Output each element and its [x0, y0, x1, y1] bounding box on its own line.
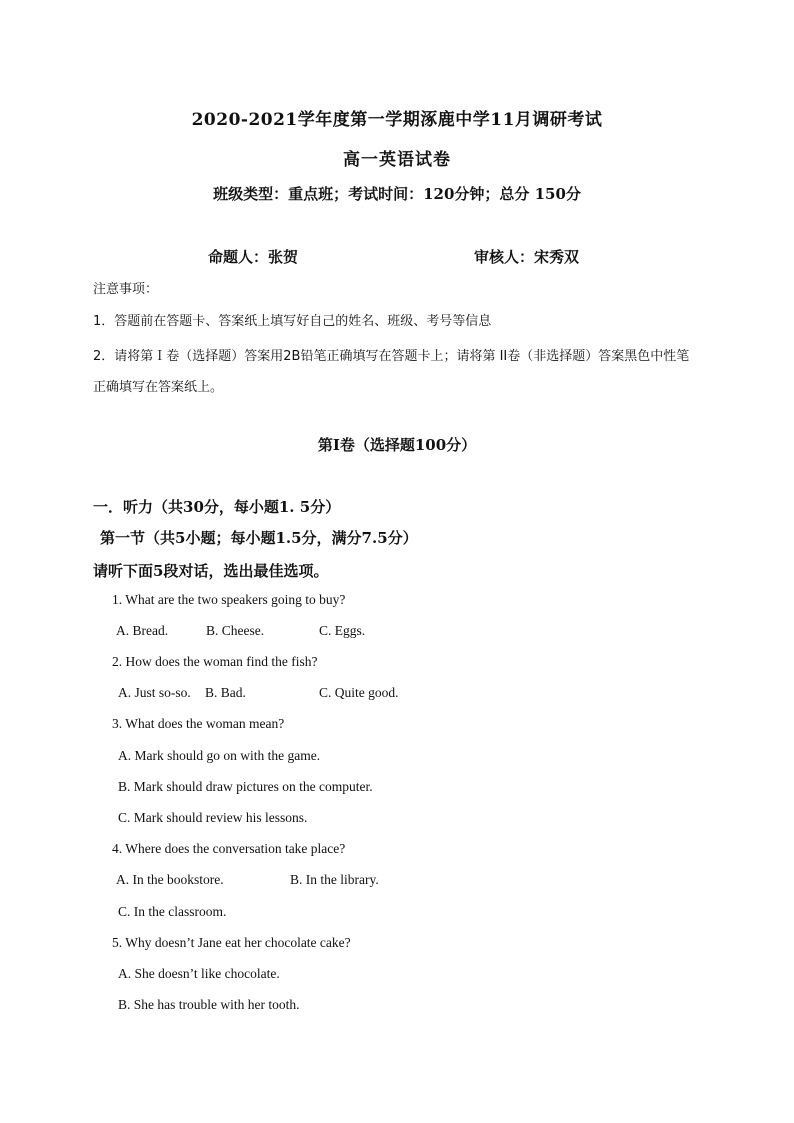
question-option: C. In the classroom. — [118, 904, 227, 919]
question-stem: 2. How does the woman find the fish? — [112, 654, 318, 669]
question-option: A. She doesn’t like chocolate. — [118, 966, 280, 981]
exam-subtitle: 高一英语试卷 — [343, 150, 451, 170]
volume-title: 第Ⅰ卷（选择题100分） — [317, 436, 477, 454]
question-option: C. Mark should review his lessons. — [118, 810, 308, 825]
question-stem: 5. Why doesn’t Jane eat her chocolate cake? — [112, 935, 351, 950]
section-title: 一．听力（共30分，每小题1. 5分） — [93, 498, 341, 516]
note-item: 2．请将第Ｉ卷（选择题）答案用2B铅笔正确填写在答题卡上；请将第 II卷（非选择题）答案黑色中性笔正确填写在答案纸上。 — [93, 349, 690, 395]
section-instruction: 请听下面5段对话，选出最佳选项。 — [93, 562, 329, 580]
note-item: 1．答题前在答题卡、答案纸上填写好自己的姓名、班级、考号等信息 — [93, 314, 492, 329]
question-option: B. Mark should draw pictures on the computer. — [118, 779, 373, 794]
question-option: C. Quite good. — [319, 685, 399, 700]
class-info: 班级类型：重点班；考试时间：120分钟；总分 150分 — [213, 185, 581, 203]
question-stem: 3. What does the woman mean? — [112, 716, 285, 731]
notes-title: 注意事项： — [93, 282, 159, 297]
question-option: C. Eggs. — [319, 623, 366, 638]
author: 命题人：张贺 — [208, 248, 299, 266]
question-stem: 1. What are the two speakers going to buy? — [112, 592, 346, 607]
question-option: A. In the bookstore. — [116, 872, 224, 887]
reviewer: 审核人：宋秀双 — [474, 248, 580, 266]
question-option: B. She has trouble with her tooth. — [118, 997, 300, 1012]
exam-title: 2020-2021学年度第一学期涿鹿中学11月调研考试 — [191, 110, 603, 130]
question-option: B. Bad. — [205, 685, 246, 700]
question-option: A. Bread. — [116, 623, 169, 638]
question-option: A. Just so-so. — [118, 685, 191, 700]
question-option: B. In the library. — [290, 872, 379, 887]
question-option: B. Cheese. — [206, 623, 265, 638]
part-title: 第一节（共5小题；每小题1.5分，满分7.5分） — [100, 529, 418, 547]
question-option: A. Mark should go on with the game. — [118, 748, 321, 763]
question-stem: 4. Where does the conversation take place? — [112, 841, 346, 856]
